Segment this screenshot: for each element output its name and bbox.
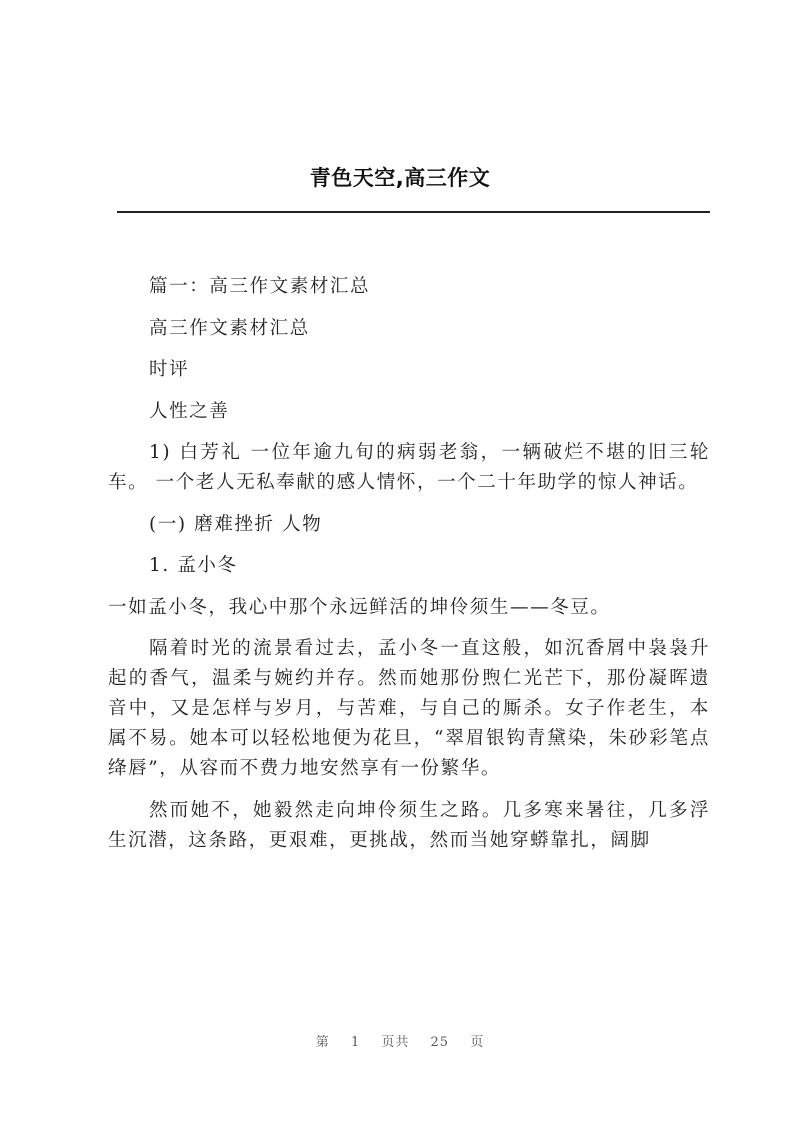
paragraph: 篇一：高三作文素材汇总 <box>149 276 371 297</box>
paragraph: 时评 <box>149 359 190 380</box>
paragraph: (一) 磨难挫折 人物 <box>149 513 323 535</box>
paragraph: 1) 白芳礼 一位年逾九旬的病弱老翁，一辆破烂不堪的旧三轮车。 一个老人无私奉献的感人情怀，一个二十年助学的惊人神话。 <box>108 442 710 493</box>
paragraph: 然而她不，她毅然走向坤伶须生之路。几多寒来暑往，几多浮生沉潜，这条路，更艰难，更挑战，然而当她穿蟒靠扎，阔脚 <box>108 799 710 851</box>
paragraph: 一如孟小冬，我心中那个永远鲜活的坤伶须生——冬豆。 <box>108 596 611 618</box>
paragraph: 1. 孟小冬 <box>149 555 238 576</box>
page-label-mid: 页共 <box>381 1035 410 1050</box>
paragraph: 高三作文素材汇总 <box>149 317 310 339</box>
page-label-suffix: 页 <box>470 1035 485 1050</box>
title-divider <box>117 211 710 213</box>
page-number: 1 <box>350 1035 361 1050</box>
page-title: 青色天空,高三作文 <box>309 166 491 190</box>
document-body <box>108 272 710 867</box>
paragraph: 隔着时光的流景看过去，孟小冬一直这般，如沉香屑中袅袅升起的香气，温柔与婉约并存。然而她那份煦仁光芒下，那份凝晖遗音中，又是怎样与岁月，与苦难，与自己的厮杀。女子作老生，本属不易。她本可以轻松地便为花旦，“翠眉银钩青黛染，朱砂彩笔点绛唇”，从容而不费力地安然享有一份繁华。 <box>108 638 710 779</box>
paragraph: 人性之善 <box>149 400 230 422</box>
page-label-prefix: 第 <box>315 1035 330 1050</box>
total-pages: 25 <box>430 1035 450 1050</box>
page-footer <box>0 1031 800 1050</box>
